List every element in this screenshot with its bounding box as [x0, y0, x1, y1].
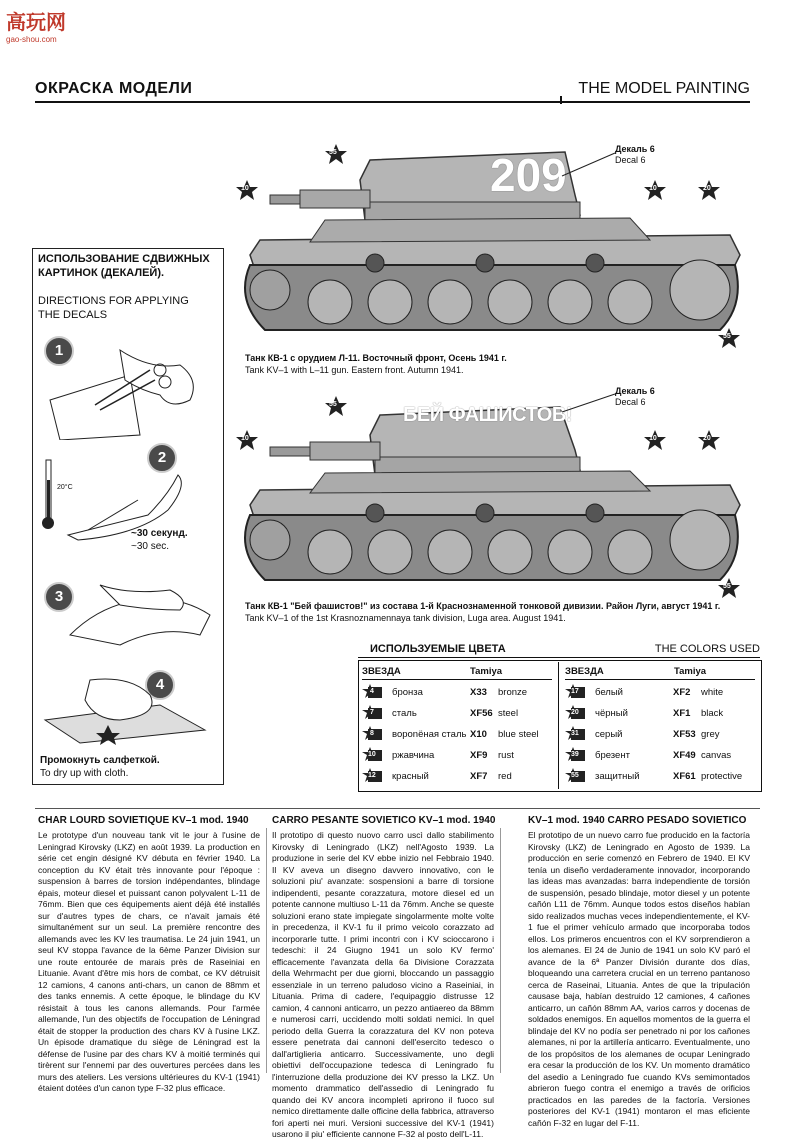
step-3-badge: 3	[44, 582, 74, 612]
step-1-scissors-illustration	[40, 340, 220, 440]
decal-directions-title-en: DIRECTIONS FOR APPLYING THE DECALS	[38, 295, 189, 321]
history-it-title: CARRO PESANTE SOVIETICO KV–1 mod. 1940	[272, 815, 496, 826]
tank2-callout-10a: 10	[236, 430, 258, 455]
tank1-mantlet	[300, 190, 370, 208]
page-title-ru: ОКРАСКА МОДЕЛИ	[35, 80, 193, 97]
step-4-blot-illustration	[40, 665, 215, 745]
watermark-logo-text: 高玩网	[6, 12, 66, 34]
color-row: 17 белый XF2 white	[563, 684, 758, 702]
colors-title-ru: ИСПОЛЬЗУЕМЫЕ ЦВЕТА	[370, 643, 506, 655]
step-3-slide-illustration	[60, 575, 215, 655]
tank1-callout-55a: 55	[325, 144, 347, 169]
tank2-decal-en: Decal 6	[615, 397, 646, 407]
step-2-water-illustration	[38, 455, 218, 545]
watermark-url: gao-shou.com	[6, 35, 57, 44]
tank1-caption-ru: Танк КВ-1 с орудием Л-11. Восточный фронт, Осень 1941 г.	[245, 353, 507, 363]
color-row: 7 сталь XF56 steel	[360, 705, 555, 723]
history-col-rule-2	[500, 828, 501, 1073]
colors-right-header-rule	[565, 679, 755, 680]
tank2-callout-55a: 55	[325, 396, 347, 421]
colors-right-header-tamiya: Tamiya	[674, 666, 707, 677]
history-fr-title: CHAR LOURD SOVIETIQUE KV–1 mod. 1940	[38, 815, 249, 826]
color-row: 39 брезент XF49 canvas	[563, 747, 758, 765]
step-2-time-ru: ~30 секунд.	[131, 528, 188, 539]
watermark-logo	[6, 6, 76, 44]
tank2-callout-55b: 55	[718, 578, 740, 603]
colors-title-rule	[358, 657, 760, 658]
colors-left-header-tamiya: Tamiya	[470, 666, 503, 677]
history-top-rule	[35, 808, 760, 809]
tank1-superstructure	[310, 218, 650, 242]
colors-right-header-zvezda: ЗВЕЗДА	[565, 666, 604, 677]
step-4-dry-en: To dry up with cloth.	[40, 768, 129, 779]
tank2-caption-en: Tank KV–1 of the 1st Krasnoznamennaya tank division, Luga area. August 1941.	[245, 613, 566, 623]
page-title-en: THE MODEL PAINTING	[578, 80, 750, 97]
decal-directions-title-ru: ИСПОЛЬЗОВАНИЕ СДВИЖНЫХ КАРТИНОК (ДЕКАЛЕЙ).	[38, 253, 210, 279]
colors-table-divider	[558, 662, 559, 789]
tank1-turret-base	[365, 202, 580, 220]
color-row: 12 красный XF7 red	[360, 768, 555, 786]
tank1-caption-en: Tank KV–1 with L–11 gun. Eastern front. Autumn 1941.	[245, 365, 464, 375]
step-2-time-en: ~30 sec.	[131, 541, 170, 552]
color-row: 8 ворonёная сталь X10 blue steel	[360, 726, 555, 744]
colors-left-header-zvezda: ЗВЕЗДА	[362, 666, 401, 677]
tank1-callout-20: 20	[698, 180, 720, 205]
header-tick	[560, 96, 562, 104]
step-2-temp-label: 20°C	[57, 484, 73, 491]
history-es-text: El prototipo de un nuevo carro fue producido en la factoría Kirovsky (LKZ) de Leningrado en Agosto de 1939. La producción en serie comenzó en Febrero de 1940. El KV tenía un diseño verdaderamente innovador, incorporando las ideas mas avanzadas: barra independiente de torsión de suspensión, pesado blindaje, motor diesel y un potente cañón L11 de 76mm. Aunque todos estos diseños habían sido realizados muchas veces independientemente, el KV-1 fue el primer vehículo armado que incorporaba todos ellos. Los primeros encuentros con el KV sorprendieron a los alemanes. El 24 de Junio de 1941 un solo KV paró el avance de la 6ª Panzer División durante dos días, bloqueando una carretera crucial en un terreno pantanoso cerca de Raseinai, Lituania. Antes de que la tripulación causase baja, habían destruido 12 camiones, 4 cañones anticarro, un cañón 88mm AA, varios carros y docenas de soldados enemigos. En aquellos momentos de la guerra el blindaje del KV no podía ser penetrado ni por los cañones alemanes, ni por la artillería anticarro. Eventualmente, uno de los propósitos de los alemanes de ocupar Leningrado era cesar la producción de los KV. Un momento dramático del asedio a Leningrado fue cuando KVs semimontados abrieron fuego contra el enemigo a través de orificios practicados en las paredes de la factoría. Versiones posteriores del KV-1 (1941) montaron el mas eficiente cañón F-32 en lugar del F-11.	[528, 830, 750, 1128]
tank1-decal-ru: Декаль 6	[615, 144, 655, 154]
tank2-slogan: БЕЙ ФАШИСТОВ!	[403, 404, 572, 426]
history-it-text: Il prototipo di questo nuovo carro uscì dallo stabilimento Kirovsky di Leningrado (LKZ) nell'Agosto 1939. La produzione in serie del KV ebbe inizio nel Febbraio 1940. Il KV aveva un disegno davvero innovativo, con le soluzioni piu' avanzate: sospensioni a barre di torsione indipendenti, pesante corazzatura, motore diesel ed un potente cannone multiuso L-11 da 76mm. Anche se queste soluzioni erano state impiegate singolarmente molte volte in precedenza, il KV-1 fu il primo veicolo corazzato ad incorporarle tutte. I primi incontri con i KV scioccarono i tedeschi: il 24 Giugno 1941 un solo KV fermo' efficacemente l'avanzata della 6a Divisione Corazzata della Wehrmacht per due giorni, bloccando un passaggio essenziale in un terreno paludoso vicino a Raseiniai, in Lituania. Prima di cadere, l'equipaggio distrusse 12 camion, 4 cannoni anticarro, un pezzo antiaereo da 88mm e numerosi carri, uccidendo molti soldati nemici. In quel periodo della Guerra la corazzatura del KV non poteva essere penetrata dai cannoni dell'esercito tedesco o dall'artiglieria anticarro. Successivamente, uno degli obiettivi dell'occupazione tedesca di Leningrado fu l'interruzione della produzione dei KV presso la LKZ. Un momento drammatico dell'assedio di Leningrado fu quando dei KV ancora incompleti aprirono il fuoco sul nemico direttamente dalle officine della fabbrica, attraverso fori aperti nei muri. Versioni successive del KV-1 (1941) usarono il piu' efficiente cannone F-32 al posto dell'L-11.	[272, 830, 494, 1139]
tank2-mantlet	[310, 442, 380, 460]
color-row: 4 бронза X33 bronze	[360, 684, 555, 702]
step-1-badge: 1	[44, 336, 74, 366]
header-rule	[35, 101, 750, 103]
tank2-superstructure	[310, 471, 650, 493]
colors-title-en: THE COLORS USED	[654, 643, 760, 655]
step-4-dry-ru: Промокнуть салфеткой.	[40, 755, 160, 766]
tank1-callout-10a: 10	[236, 180, 258, 205]
step-4-badge: 4	[145, 670, 175, 700]
color-row: 55 защитный XF61 protective	[563, 768, 758, 786]
color-row: 31 серый XF53 grey	[563, 726, 758, 744]
step-2-badge: 2	[147, 443, 177, 473]
color-row: 10 ржавчина XF9 rust	[360, 747, 555, 765]
history-fr-text: Le prototype d'un nouveau tank vit le jour à l'usine de Leningrad Kirovsky (LKZ) en août 1939. La production en série cet engin désigné KV débuta en février 1940. La conception du KV était très innovante pour l'époque : suspension à barres de torsion indépendantes, blindage épais, moteur diesel et puissant canon polyvalent L-11 de 76mm. Bien que ces équipements aient déjà été installés sur d'autres types de chars, ce n'avait jamais été simultanément sur un seul. La première rencontre des allemands avec les KV les traumatisa. Le 24 juin 1941, un seul KV stoppa l'avance de la 6ème Panzer Division sur une route entourée de marais près de Raseiniai en Lituanie. Avant d'être mis hors de combat, ce KV détruisit 12 camions, 4 canons anti-chars, un canon de 88mm et des tanks ennemis. A cette époque, le blindage du KV résistait à tous les canons allemands. Pour l'armée allemande, l'un des objectifs de l'occupation de Léningrad était de stopper la production des chars KV à l'usine LKZ. Un épisode dramatique du siège de Léningrad est la défense de l'usine par des chars KV à moitié terminés qui tirèrent sur l'ennemi par des ouvertures percées dans les murs des ateliers. Les versions ultérieures du KV-1 (1941) étaient dotées d'un canon type F-32 plus efficace.	[38, 830, 260, 1093]
color-row: 20 чёрный XF1 black	[563, 705, 758, 723]
tank2-callout-10b: 10	[644, 430, 666, 455]
tank1-decal-leader	[560, 148, 616, 178]
colors-left-header-rule	[362, 679, 552, 680]
history-es-title: KV–1 mod. 1940 CARRO PESADO SOVIETICO	[528, 815, 747, 826]
tank2-decal-ru: Декаль 6	[615, 386, 655, 396]
tank1-decal-en: Decal 6	[615, 155, 646, 165]
tank2-decal-leader	[560, 390, 616, 415]
tank1-callout-10b: 10	[644, 180, 666, 205]
history-col-rule-1	[266, 828, 267, 1073]
tank1-turret-number: 209	[490, 149, 567, 201]
tank2-callout-20: 20	[698, 430, 720, 455]
tank1-callout-55b: 55	[718, 328, 740, 353]
tank2-caption-ru: Танк КВ-1 "Бей фашистов!" из состава 1-й Краснознаменной тонковой дивизии. Район Луги, август 1941 г.	[245, 601, 721, 611]
